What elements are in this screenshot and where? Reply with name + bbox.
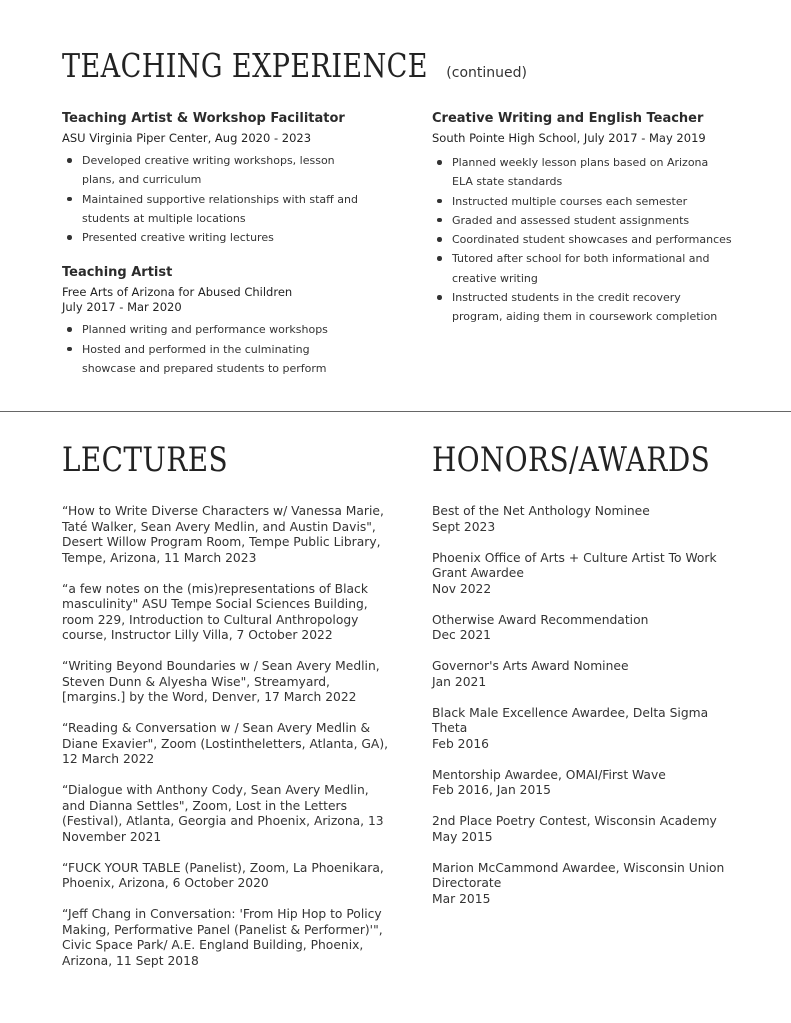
- page-title-row: [62, 44, 527, 84]
- award-item: [432, 613, 732, 644]
- bullet-item: Developed creative writing workshops, lesson plans, and curriculum: [62, 151, 362, 190]
- award-item: [432, 551, 732, 598]
- award-item: [432, 814, 732, 845]
- experience-left-column: [62, 110, 362, 378]
- awards-heading-wrap: [432, 440, 771, 480]
- page-title-suffix: (continued): [446, 65, 527, 81]
- job-bullets: [432, 153, 732, 327]
- award-item: [432, 504, 732, 535]
- award-date: Jan 2021: [432, 674, 487, 689]
- award-name: Best of the Net Anthology Nominee: [432, 504, 650, 518]
- lecture-item: “a few notes on the (mis)representations of Black masculinity" ASU Tempe Social Sciences Building, room 229, Introduction to Cultural Anthropology course, Instructor Lilly Villa, 7 October 2022: [62, 581, 368, 642]
- award-item: [432, 659, 732, 690]
- award-item: [432, 861, 732, 908]
- lecture-item: “Dialogue with Anthony Cody, Sean Avery Medlin, and Dianna Settles", Zoom, Lost in the Letters (Festival), Atlanta, Georgia and Phoenix, Arizona, 13 November 2021: [62, 783, 384, 844]
- job-organization: South Pointe High School, July 2017 - May 2019: [432, 131, 706, 145]
- award-name: Phoenix Office of Arts + Culture Artist To Work Grant Awardee: [432, 550, 717, 580]
- award-name: Governor's Arts Award Nominee: [432, 659, 629, 673]
- lectures-heading: LECTURES: [62, 440, 229, 480]
- award-date: Nov 2022: [432, 581, 492, 596]
- bullet-item: Graded and assessed student assignments: [432, 211, 732, 230]
- experience-right-column: [432, 110, 732, 327]
- award-name: Marion McCammond Awardee, Wisconsin Union Directorate: [432, 860, 725, 890]
- award-date: Sept 2023: [432, 519, 496, 534]
- bullet-item: Instructed students in the credit recovery program, aiding them in coursework completion: [432, 288, 732, 327]
- lecture-item: “Writing Beyond Boundaries w / Sean Avery Medlin, Steven Dunn & Alyesha Wise", Streamyard, [margins.] by the Word, Denver, 17 March 2022: [62, 659, 380, 704]
- job-entry: [62, 110, 362, 247]
- lecture-item: “How to Write Diverse Characters w/ Vanessa Marie, Taté Walker, Sean Avery Medlin, and Austin Davis", Desert Willow Program Room, Tempe Public Library, Tempe, Arizona, 11 March 2023: [62, 504, 384, 565]
- lecture-item: “Reading & Conversation w / Sean Avery Medlin & Diane Exavier", Zoom (Lostintheletters, Atlanta, GA), 12 March 2022: [62, 721, 389, 766]
- bullet-item: Hosted and performed in the culminating showcase and prepared students to perform: [62, 340, 362, 379]
- job-bullets: [62, 151, 362, 247]
- job-title: Creative Writing and English Teacher: [432, 111, 704, 126]
- job-organization: Free Arts of Arizona for Abused Children: [62, 285, 293, 300]
- award-item: [432, 706, 732, 753]
- award-item: [432, 768, 732, 799]
- bullet-item: Instructed multiple courses each semester: [432, 192, 732, 211]
- bullet-item: Tutored after school for both informational and creative writing: [432, 249, 732, 288]
- awards-list: [432, 504, 732, 923]
- job-title: Teaching Artist & Workshop Facilitator: [62, 111, 345, 126]
- page-title: TEACHING EXPERIENCE: [62, 46, 428, 85]
- job-dates: July 2017 - Mar 2020: [62, 300, 182, 315]
- job-entry: [432, 110, 732, 327]
- award-date: Feb 2016, Jan 2015: [432, 783, 551, 797]
- lectures-heading-wrap: [62, 440, 264, 480]
- section-divider: [0, 411, 791, 412]
- job-organization: ASU Virginia Piper Center, Aug 2020 - 2023: [62, 131, 312, 145]
- job-bullets: [62, 320, 362, 378]
- job-title: Teaching Artist: [62, 265, 173, 281]
- award-name: Mentorship Awardee, OMAI/First Wave: [432, 767, 666, 782]
- bullet-item: Presented creative writing lectures: [62, 228, 362, 247]
- bullet-item: Planned writing and performance workshops: [62, 320, 362, 339]
- bullet-item: Planned weekly lesson plans based on Arizona ELA state standards: [432, 153, 732, 192]
- lectures-list: [62, 504, 392, 985]
- award-name: 2nd Place Poetry Contest, Wisconsin Academy: [432, 814, 717, 828]
- award-date: Mar 2015: [432, 891, 491, 906]
- bullet-item: Maintained supportive relationships with staff and students at multiple locations: [62, 190, 362, 229]
- lecture-item: “Jeff Chang in Conversation: 'From Hip Hop to Policy Making, Performative Panel (Panelist & Performer)'", Civic Space Park/ A.E. England Building, Phoenix, Arizona, 11 Sept 2018: [62, 907, 383, 968]
- job-entry: [62, 264, 362, 378]
- lecture-item: “FUCK YOUR TABLE (Panelist), Zoom, La Phoenikara, Phoenix, Arizona, 6 October 2020: [62, 860, 384, 890]
- award-name: Black Male Excellence Awardee, Delta Sigma Theta: [432, 705, 709, 735]
- award-date: Feb 2016: [432, 736, 489, 751]
- bullet-item: Coordinated student showcases and performances: [432, 230, 732, 249]
- award-date: May 2015: [432, 829, 493, 844]
- award-date: Dec 2021: [432, 628, 491, 642]
- award-name: Otherwise Award Recommendation: [432, 612, 649, 627]
- awards-heading: HONORS/AWARDS: [432, 440, 711, 480]
